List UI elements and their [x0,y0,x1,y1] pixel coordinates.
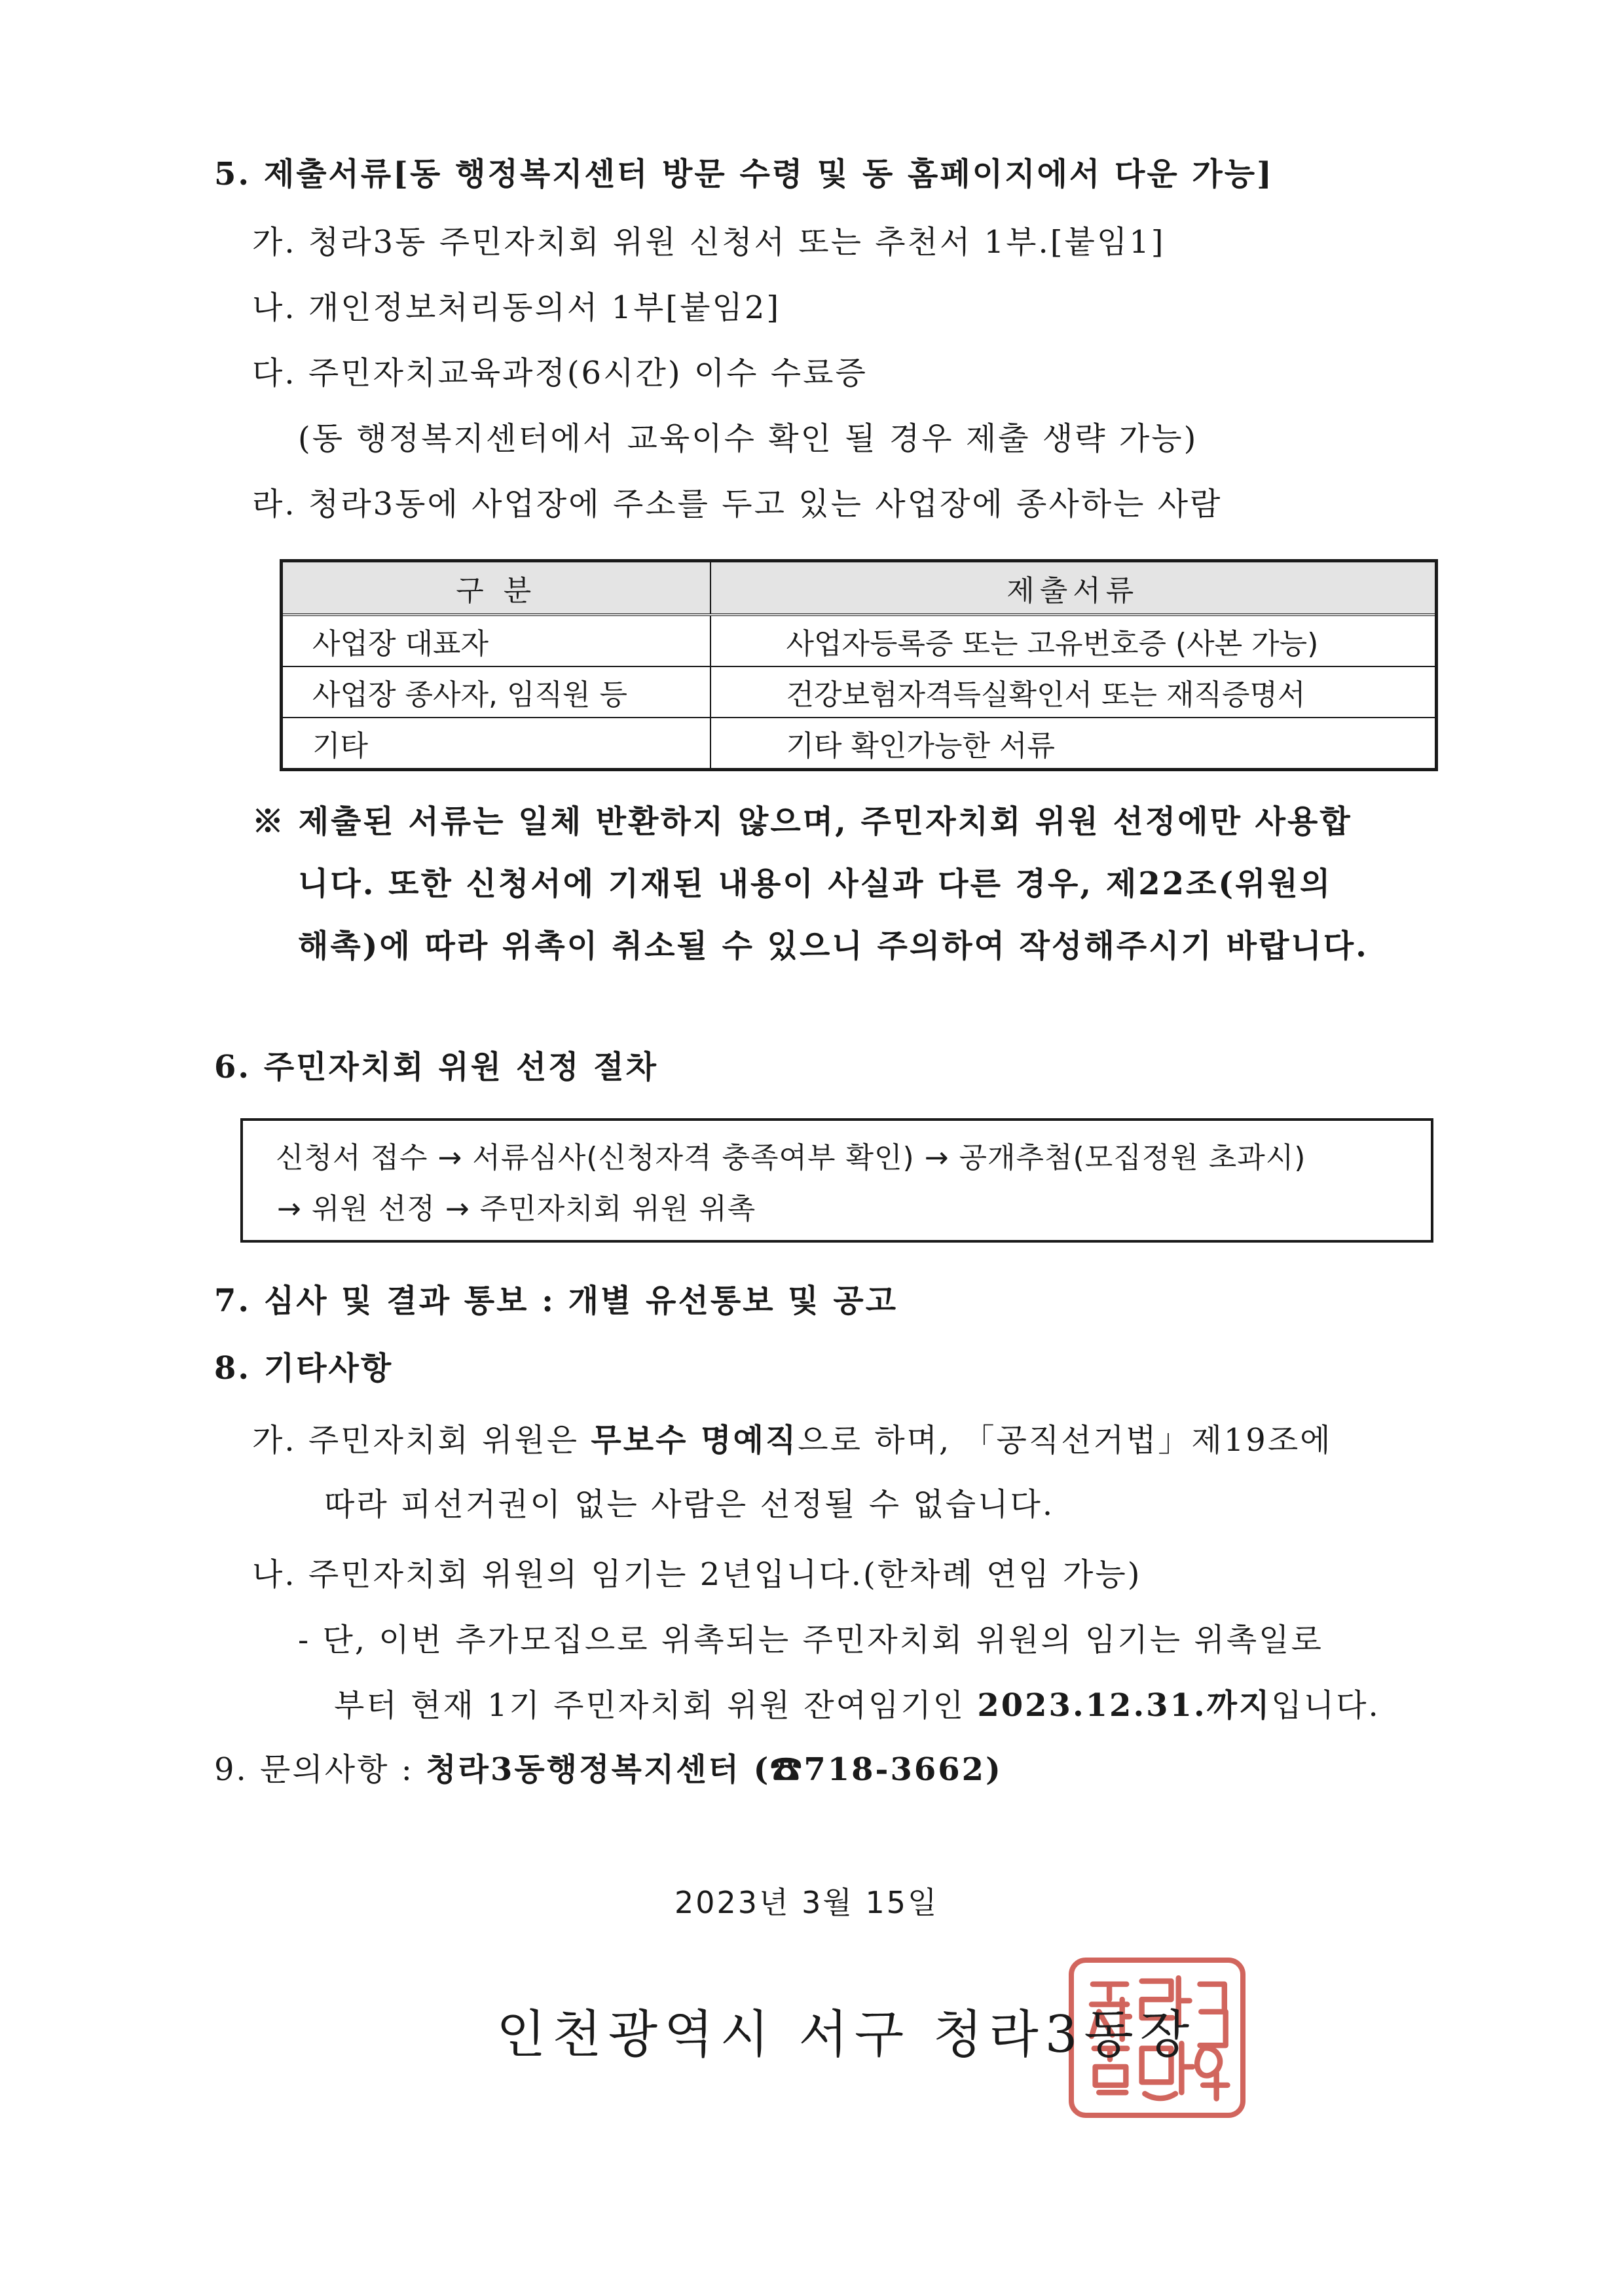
inquiry-contact: 청라3동행정복지센터 (☎718-3662) [426,1751,1003,1788]
item-a-text-end: 으로 하며, 「공직선거법」제19조에 [798,1422,1333,1459]
selection-process-box [240,1118,1433,1243]
section8-item-a-cont: 따라 피선거권이 없는 사람은 선정될 수 없습니다. [324,1486,1055,1523]
section5-item-c: 다. 주민자치교육과정(6시간) 이수 수료증 [252,355,868,392]
table-row [282,615,1437,666]
section5-title: 5. 제출서류[동 행정복지센터 방문 수령 및 동 홈페이지에서 다운 가능] [214,156,1274,192]
section5-item-b: 나. 개인정보처리동의서 1부[붙임2] [252,289,781,326]
document-date: 2023년 3월 15일 [674,1885,939,1920]
table-row [282,666,1437,718]
section5-item-d: 라. 청라3동에 사업장에 주소를 두고 있는 사업장에 종사하는 사람 [252,486,1223,522]
table-cell-documents: 기타 확인가능한 서류 [710,718,1437,770]
notice-line: 해촉)에 따라 위촉이 취소될 수 있으니 주의하여 작성해주시기 바랍니다. [298,928,1369,964]
table-header-documents: 제출서류 [710,561,1437,615]
section9-inquiry [214,1750,1003,1789]
term-end-date: 2023.12.31.까지 [977,1687,1272,1724]
section8-item-b: 나. 주민자치회 위원의 임기는 2년입니다.(한차례 연임 가능) [252,1556,1142,1593]
item-a-text: 가. 주민자치회 위원은 [252,1422,591,1459]
table-header-category: 구 분 [282,561,710,615]
table-cell-documents: 사업자등록증 또는 고유번호증 (사본 가능) [710,615,1437,666]
table-cell-category: 기타 [282,718,710,770]
term-text-end: 입니다. [1271,1687,1380,1724]
section8-item-b-sub: - 단, 이번 추가모집으로 위촉되는 주민자치회 위원의 임기는 위촉일로 [298,1622,1323,1658]
section8-item-b-sub-cont [334,1686,1380,1725]
section7-title: 7. 심사 및 결과 통보 : 개별 유선통보 및 공고 [214,1283,898,1319]
table-header-row [282,561,1437,615]
table-row [282,718,1437,770]
process-line: 신청서 접수 → 서류심사(신청자격 충족여부 확인) → 공개추첨(모집정원 초과시) [276,1141,1306,1175]
term-text: 부터 현재 1기 주민자치회 위원 잔여임기인 [334,1687,978,1724]
process-line: → 위원 선정 → 주민자치회 위원 위촉 [277,1192,756,1226]
section6-title: 6. 주민자치회 위원 선정 절차 [214,1049,659,1085]
section5-item-a: 가. 청라3동 주민자치회 위원 신청서 또는 추천서 1부.[붙임1] [252,224,1166,261]
notice-line: ※ 제출된 서류는 일체 반환하지 않으며, 주민자치회 위원 선정에만 사용합 [252,803,1352,840]
table-cell-documents: 건강보험자격득실확인서 또는 재직증명서 [710,666,1437,718]
section8-item-a [252,1421,1333,1460]
section8-title: 8. 기타사항 [214,1350,394,1387]
inquiry-label: 9. 문의사항 : [214,1751,426,1788]
section5-item-c-note: (동 행정복지센터에서 교육이수 확인 될 경우 제출 생략 가능) [298,420,1198,457]
table-cell-category: 사업장 종사자, 임직원 등 [282,666,710,718]
table-cell-category: 사업장 대표자 [282,615,710,666]
signer-name: 인천광역시 서구 청라3동장 [496,2005,1196,2064]
documents-table [280,559,1438,771]
notice-line: 니다. 또한 신청서에 기재된 내용이 사실과 다른 경우, 제22조(위원의 [298,866,1333,902]
item-a-emphasis: 무보수 명예직 [591,1422,798,1459]
